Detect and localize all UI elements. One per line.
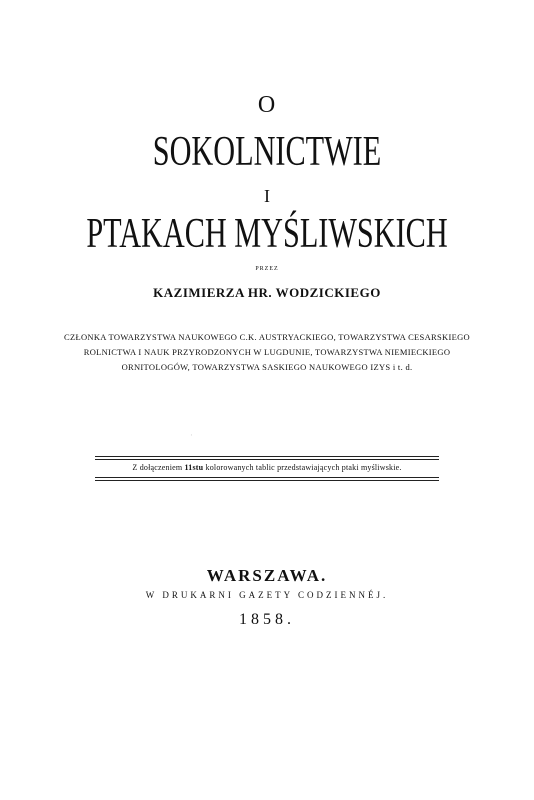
supplement-post: kolorowanych tablic przedstawiających ptaki myśliwskie.	[205, 463, 402, 472]
supplement-note	[0, 463, 534, 472]
title-conjunction: I	[264, 186, 270, 206]
bottom-rule-outer	[95, 480, 439, 481]
book-subtitle: PTAKACH MYŚLIWSKICH	[86, 211, 448, 257]
credentials-line-2: ROLNICTWA I NAUK PRZYRODZONYCH W LUGDUNIE, TOWARZYSTWA NIEMIECKIEGO	[83, 347, 451, 357]
bottom-rule-inner	[95, 477, 439, 478]
author-name: KAZIMIERZA HR. WODZICKIEGO	[153, 285, 381, 300]
top-rule-outer	[95, 456, 439, 457]
supplement-count: 11stu	[184, 463, 204, 472]
book-title: SOKOLNICTWIE	[152, 129, 382, 175]
title-preposition: O	[257, 92, 277, 118]
supplement-pre: Z dołączeniem	[132, 463, 183, 472]
printer-name: W DRUKARNI GAZETY CODZIENNÉJ.	[145, 590, 389, 600]
publication-year: 1858.	[239, 611, 295, 628]
print-speck: ˌ	[190, 428, 193, 436]
publication-city: WARSZAWA.	[206, 566, 328, 585]
credentials-line-3: ORNITOLOGÓW, TOWARZYSTWA SASKIEGO NAUKOWEGO IZYS i t. d.	[121, 362, 413, 372]
author-credentials	[0, 330, 534, 375]
credentials-line-1: CZŁONKA TOWARZYSTWA NAUKOWEGO C.K. AUSTRYACKIEGO, TOWARZYSTWA CESARSKIEGO	[64, 332, 470, 342]
by-label: PRZEZ	[255, 266, 279, 272]
top-rule-inner	[95, 459, 439, 460]
